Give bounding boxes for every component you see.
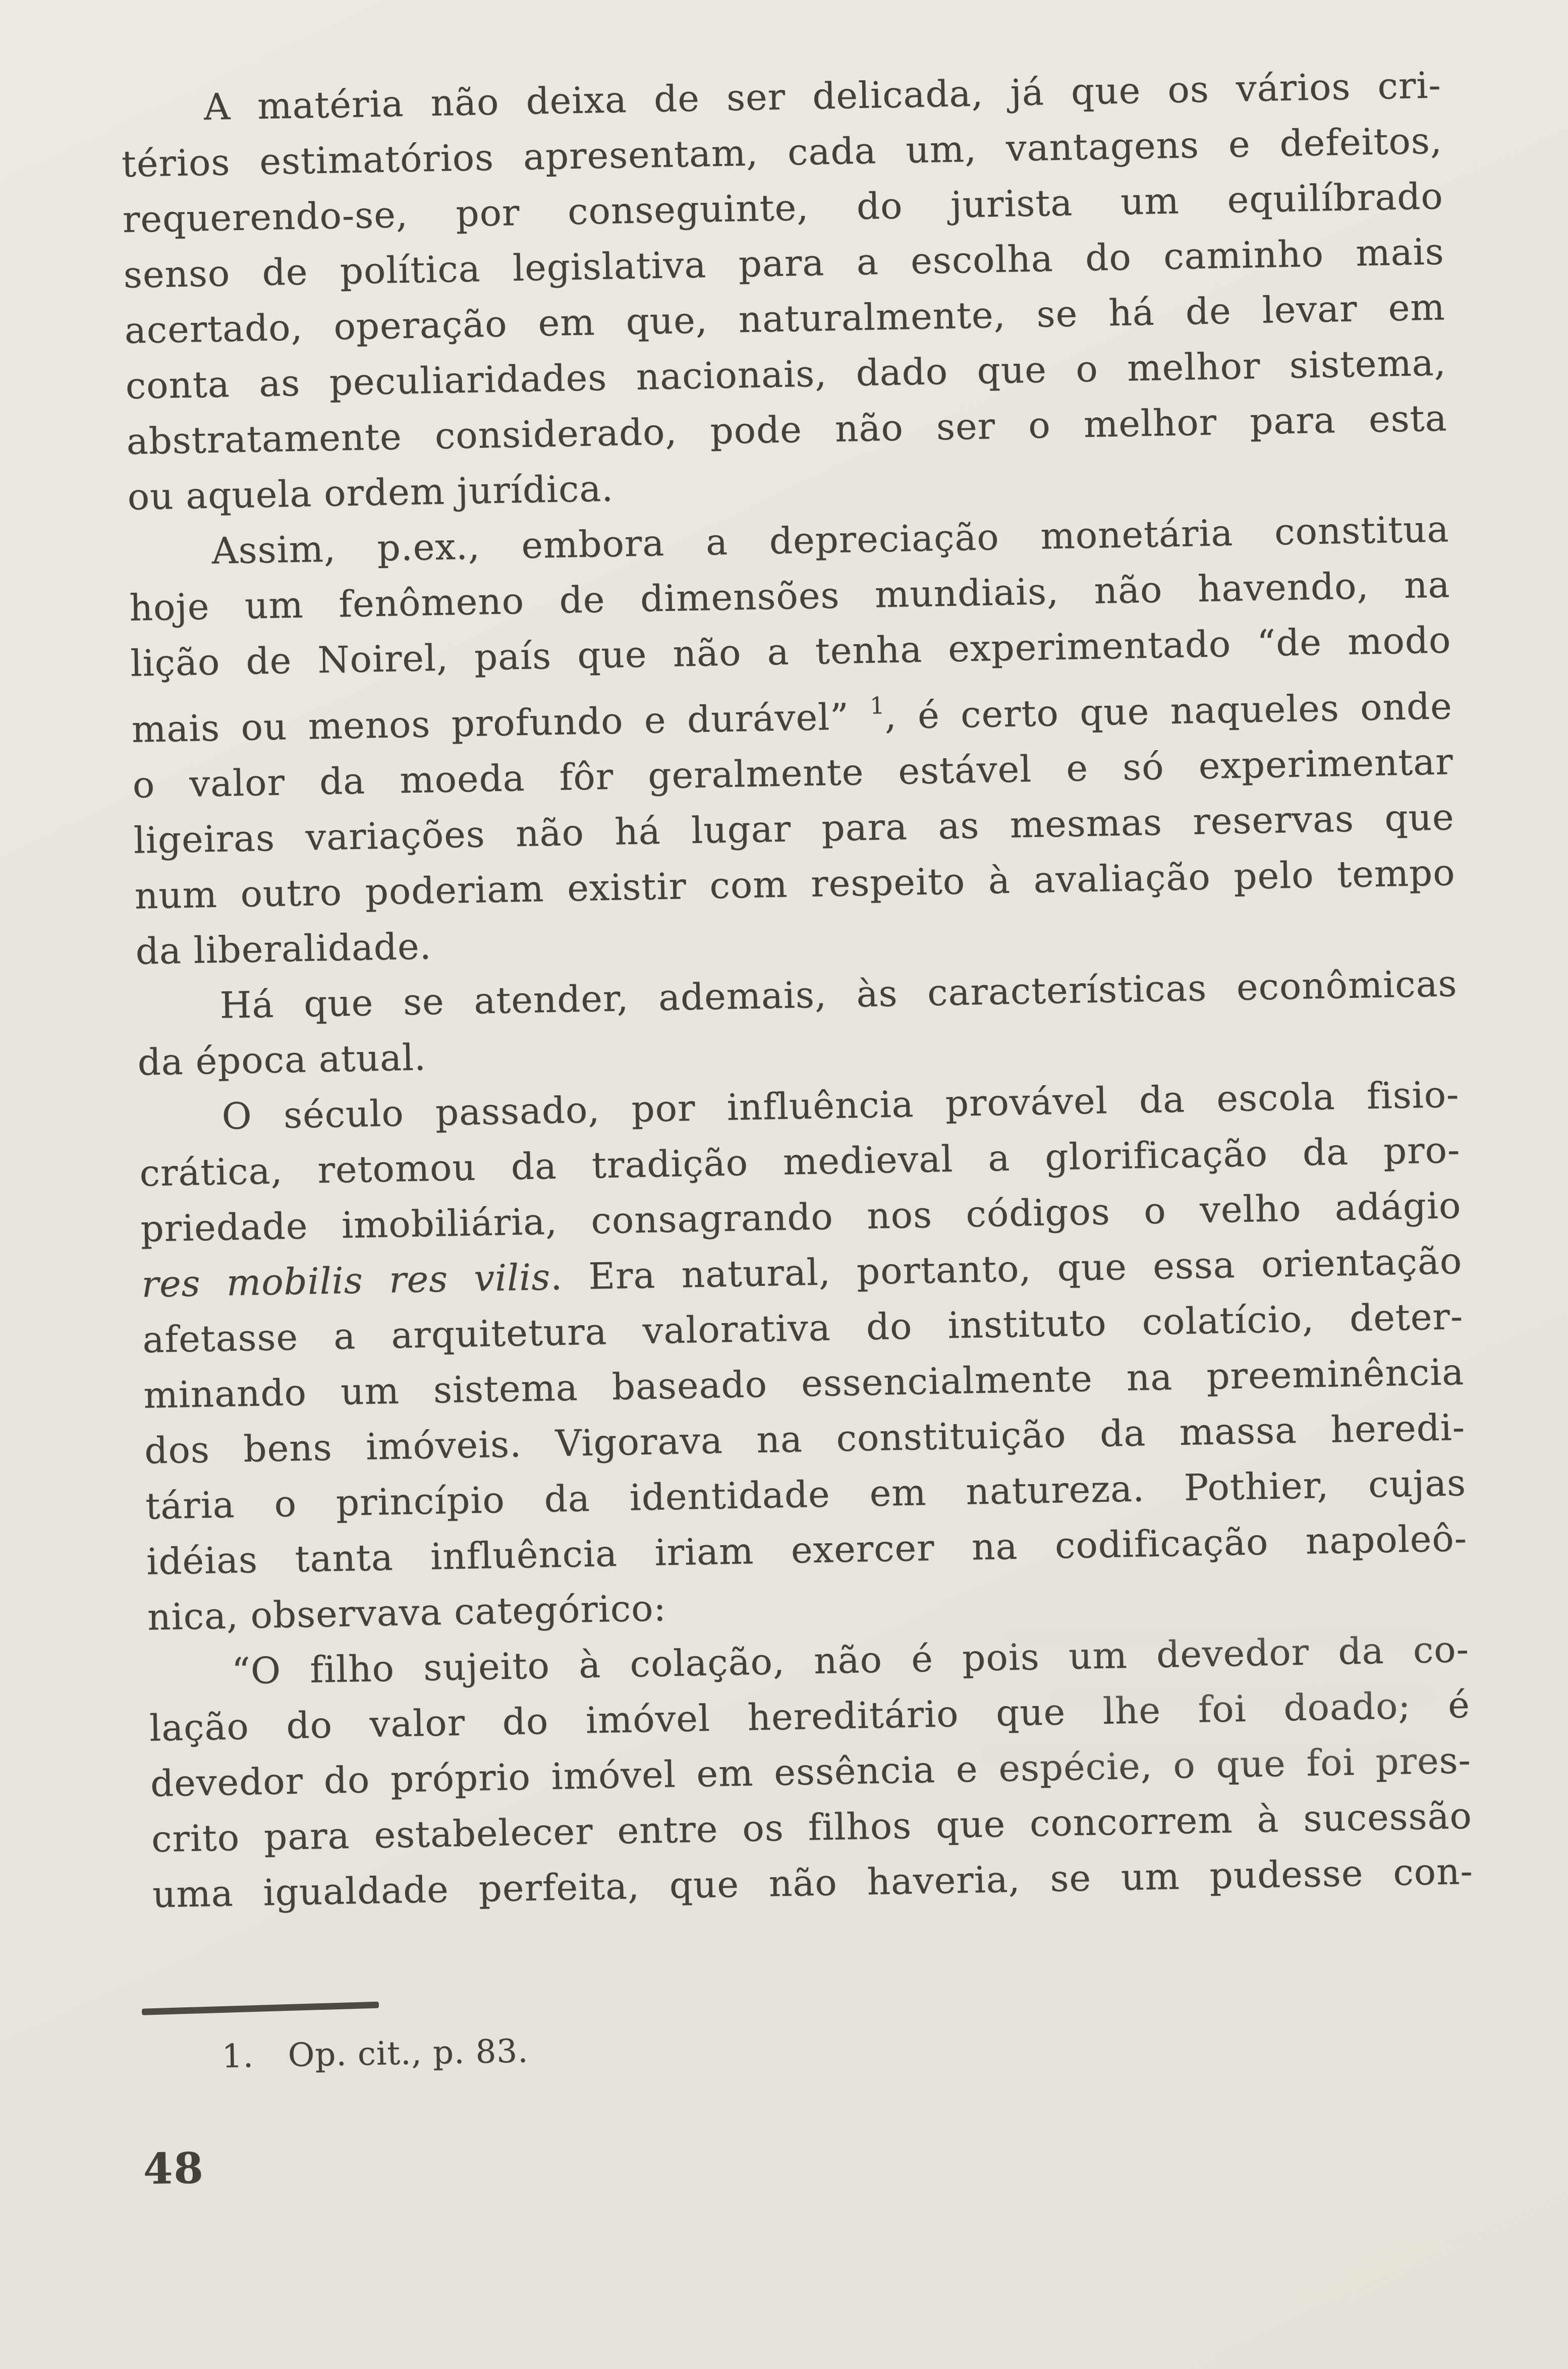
text-line: nica, observava categórico: [147,1587,667,1639]
text-line: da época atual. [137,1036,427,1084]
text-line: O século passado, por influência provável da escola fisio- [221,1073,1460,1138]
text-line: idéias tanta influência iriam exercer na codificação napoleô- [146,1516,1468,1583]
text-line: Assim, p.ex., embora a depreciação monetária constitua [211,507,1449,572]
text-line: tária o princípio da identidade em natureza. Pothier, cujas [145,1461,1467,1528]
text-block [120,57,1478,2197]
footnote-reference-1: 1 [869,692,885,719]
text-segment: mais ou menos profundo e durável” [131,695,871,751]
paragraph-1 [120,57,1448,524]
footnote [155,2011,1476,2081]
text-line: A matéria não deixa de ser delicada, já que os vários cri- [203,64,1442,129]
text-line: priedade imobiliária, consagrando nos códigos o velho adágio [140,1184,1462,1250]
paragraph-5-quote [148,1621,1473,1923]
text-segment: . Era natural, portanto, que essa orientação [550,1239,1463,1299]
text-line: ligeiras variações não há lugar para as mesmas reservas que [133,796,1455,862]
text-line: afetasse a arquitetura valorativa do instituto colatício, deter- [142,1295,1464,1361]
text-line: crática, retomou da tradição medieval a glorificação da pro- [139,1129,1461,1195]
text-line: abstratamente considerado, pode não ser o melhor para esta [126,397,1448,463]
page-number: 48 [142,2142,205,2194]
text-line: num outro poderiam existir com respeito à avaliação pelo tempo [134,851,1456,917]
text-segment: , é certo que naqueles onde [884,685,1453,738]
text-line: térios estimatórios apresentam, cada um, vantagens e defeitos, [121,119,1443,185]
paragraph-2 [128,501,1457,979]
text-line: crito para estabelecer entre os filhos que concorrem à sucessão [151,1794,1473,1860]
text-line: ou aquela ordem jurídica. [127,467,614,518]
text-line: conta as peculiaridades nacionais, dado que o melhor sistema, [125,341,1447,407]
text-line: hoje um fenômeno de dimensões mundiais, não havendo, na [129,563,1450,629]
text-line: senso de política legislativa para a escolha do caminho mais [123,230,1445,296]
text-line: acertado, operação em que, naturalmente, se há de levar em [124,286,1446,352]
text-line: lição de Noirel, país que não a tenha experimentado “de modo [130,618,1451,685]
text-line: “O filho sujeito à colação, não é pois um devedor da co- [231,1627,1470,1693]
text-line: minando um sistema baseado essencialmente na preeminência [143,1350,1465,1417]
text-line: lação do valor do imóvel hereditário que lhe foi doado; é [149,1683,1471,1750]
text-line: da liberalidade. [135,925,432,973]
text-line: o valor da moeda fôr geralmente estável e só experimentar [132,740,1454,806]
text-line: uma igualdade perfeita, que não haveria, se um pudesse con- [152,1849,1474,1916]
footnote-separator-rule [142,2002,379,2015]
text-line: requerendo-se, por conseguinte, do jurista um equilíbrado [122,175,1444,241]
text-line: devedor do próprio imóvel em essência e espécie, o que foi pres- [150,1738,1472,1805]
footnote-text: Op. cit., p. 83. [288,2033,529,2074]
footnote-number: 1. [221,2037,254,2076]
text-line: dos bens imóveis. Vigorava na constituição da massa heredi- [144,1405,1466,1472]
latin-adage-italic: res mobilis res vilis [141,1256,551,1306]
paragraph-4 [138,1066,1469,1645]
text-line: Há que se atender, ademais, às características econômicas [219,962,1458,1027]
